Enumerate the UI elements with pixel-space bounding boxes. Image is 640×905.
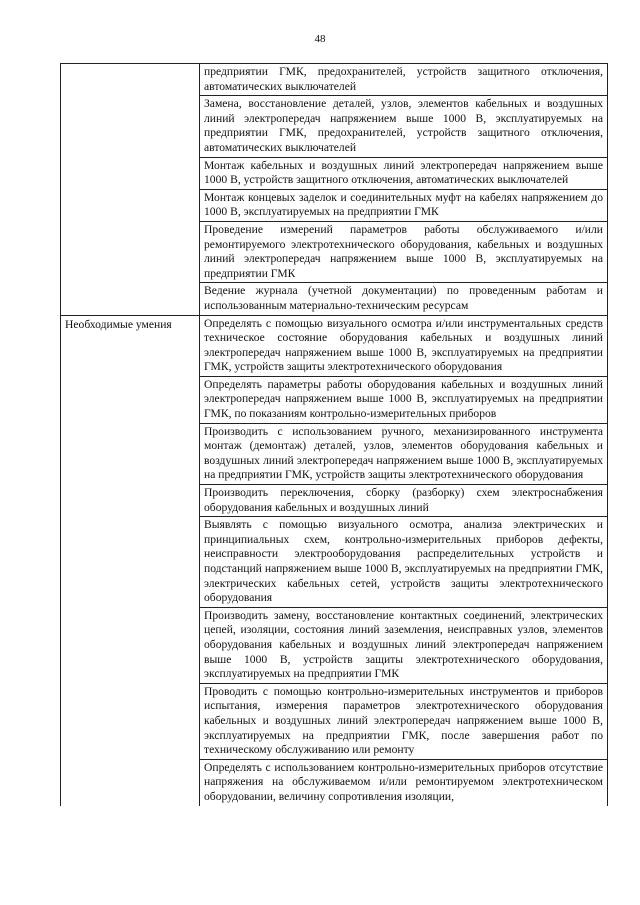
skill-cell: Определять параметры работы оборудования кабельных и воздушных линий электропередач напряжением выше 1000 В, эксплуатируемых на предприятии ГМК, по показаниям контрольно-измерительных приборов [200,376,608,423]
row-label-empty [61,64,200,316]
skill-cell: Проводить с помощью контрольно-измерительных инструментов и приборов испытания, измерения параметров электротехнического оборудования кабельных и воздушных линий электропередач напряжением выше 1000 В, эксплуатируемых на предприятии ГМК, после завершения работ по техническому обслуживанию или ремонту [200,683,608,759]
labor-action-cell: Ведение журнала (учетной документации) по проведенным работам и использованным материально-техническим ресурсам [200,283,608,315]
skill-cell: Производить переключения, сборку (разборку) схем электроснабжения оборудования кабельных и воздушных линий [200,485,608,517]
table-row [61,315,608,376]
skill-cell: Определять с помощью визуального осмотра и/или инструментальных средств техническое состояние оборудования кабельных и воздушных линий электропередач напряжением выше 1000 В, эксплуатируемых на предприятии ГМК, устройств защиты электротехнического оборудования [200,315,608,376]
skill-cell: Определять с использованием контрольно-измерительных приборов отсутствие напряжения на обслуживаемом и/или ремонтируемом электротехническом оборудовании, величину сопротивления изоляции, [200,759,608,805]
labor-action-cell: предприятии ГМК, предохранителей, устройств защитного отключения, автоматических выключателей [200,64,608,96]
labor-action-cell: Монтаж кабельных и воздушных линий электропередач напряжением выше 1000 В, устройств защитного отключения, автоматических выключателей [200,157,608,189]
competency-table [60,63,608,806]
labor-action-cell: Монтаж концевых заделок и соединительных муфт на кабелях напряжением до 1000 В, эксплуатируемых на предприятии ГМК [200,189,608,221]
labor-action-cell: Проведение измерений параметров работы обслуживаемого и/или ремонтируемого электротехнического оборудования, кабельных и воздушных линий электропередач напряжением выше 1000 В, эксплуатируемых на предприятии ГМК [200,221,608,282]
skills-label: Необходимые умения [65,317,172,331]
table-row [61,64,608,96]
skill-cell: Производить с использованием ручного, механизированного инструмента монтаж (демонтаж) деталей, узлов, элементов оборудования кабельных и воздушных линий электропередач напряжением выше 1000 В, эксплуатируемых на предприятии ГМК, устройств защиты электротехнического оборудования [200,423,608,484]
labor-action-cell: Замена, восстановление деталей, узлов, элементов кабельных и воздушных линий электропередач напряжением выше 1000 В, эксплуатируемых на предприятии ГМК, предохранителей, устройств защитного отключения, автоматических выключателей [200,96,608,157]
skill-cell: Производить замену, восстановление контактных соединений, электрических цепей, изоляции, состояния линий заземления, неисправных узлов, элементов оборудования кабельных и воздушных линий электропередач напряжением выше 1000 В, устройств защиты электротехнического оборудования, эксплуатируемых на предприятии ГМК [200,607,608,683]
row-label-skills [61,315,200,806]
skill-cell: Выявлять с помощью визуального осмотра, анализа электрических и принципиальных схем, контрольно-измерительных приборов дефекты, неисправности электрооборудования распределительных устройств и подстанций напряжением выше 1000 В, эксплуатируемых на предприятии ГМК, электрических кабельных сетей, устройств защиты электротехнического оборудования [200,517,608,608]
page-number: 48 [314,33,326,45]
